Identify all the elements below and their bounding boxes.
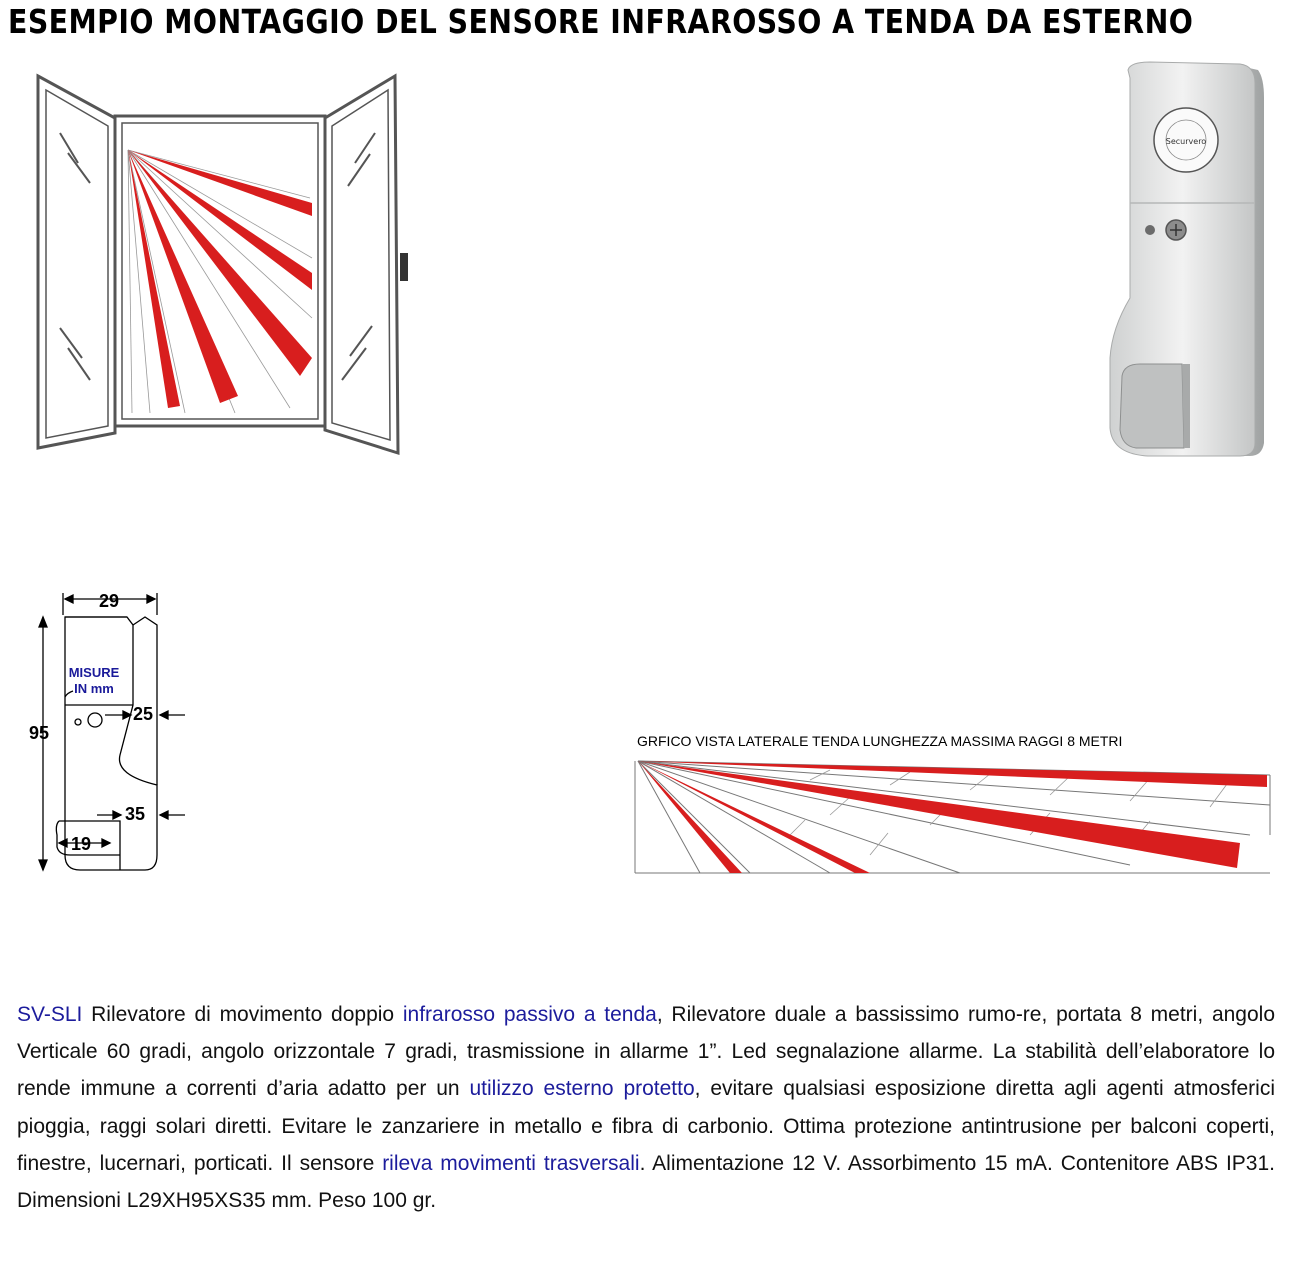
product-code: SV-SLI <box>17 1003 83 1026</box>
side-view-caption: GRFICO VISTA LATERALE TENDA LUNGHEZZA MASSIMA RAGGI 8 METRI <box>637 733 1123 749</box>
depth-bottom-label: 35 <box>125 804 146 824</box>
lens-width-label: 19 <box>71 834 92 854</box>
brand-logo-icon <box>1154 108 1218 172</box>
highlight-transversal: rileva movimenti trasversali <box>382 1151 640 1175</box>
svg-text:Securvero: Securvero <box>1165 137 1207 146</box>
units-note: MISURE IN mm <box>68 665 120 696</box>
window-installation-illustration <box>20 58 420 468</box>
sensor-outline <box>65 617 157 870</box>
product-description: SV-SLI Rilevatore di movimento doppio infrarosso passivo a tenda, Rilevatore duale a bassissimo rumo-re, portata 8 metri, angolo Verticale 60 gradi, angolo orizzontale 7 gradi, trasmissione in allarme 1”. Led segnalazione allarme. La stabilità dell’elaboratore lo rende immune a correnti d’aria adatto per un utilizzo esterno protetto, evitare qualsiasi esposizione diretta agli agenti atmosferici pioggia, raggi solari diretti. Evitare le zanzariere in metallo e fibra di carbonio. Ottima protezione antintrusione per balconi coperti, finestre, lucernari, porticati. Il sensore rileva movimenti trasversali. Alimentazione 12 V. Assorbimento 15 mA. Contenitore ABS IP31. Dimensioni L29XH95XS35 mm. Peso 100 gr. <box>17 1003 1276 1213</box>
window-handle <box>400 253 408 281</box>
highlight-outdoor-use: utilizzo esterno protetto <box>469 1077 695 1101</box>
depth-top-label: 25 <box>133 704 154 724</box>
side-view-diagram <box>630 725 1280 880</box>
page-title: ESEMPIO MONTAGGIO DEL SENSORE INFRAROSSO A TENDA DA ESTERNO <box>8 2 1194 41</box>
led-icon <box>1145 225 1155 235</box>
left-shutter <box>38 76 115 448</box>
highlight-infrared: infrarosso passivo a tenda <box>402 1003 657 1026</box>
side-view-beams <box>638 761 1267 873</box>
height-label: 95 <box>29 723 50 743</box>
dimension-drawing <box>25 585 205 880</box>
width-label: 29 <box>99 591 120 611</box>
sensor-lens <box>1120 364 1184 448</box>
sensor-product-image <box>1090 58 1280 458</box>
right-shutter <box>325 76 398 453</box>
